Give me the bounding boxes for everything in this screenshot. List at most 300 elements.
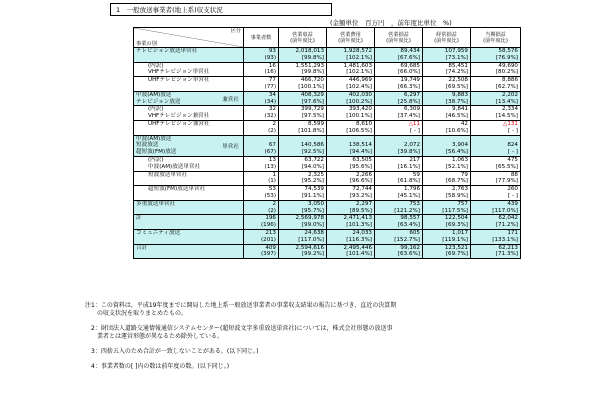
value-cell (279, 135, 327, 156)
value-cell (327, 156, 375, 171)
cell-ratio: [95.7%] (301, 207, 324, 214)
value-cell (375, 62, 423, 77)
cell-value: 1,796 (403, 186, 420, 193)
cell-value: 753 (409, 200, 420, 207)
cell-ratio: [76.9%] (495, 54, 518, 61)
value-cell (327, 200, 375, 215)
cell-value: 13 (268, 156, 276, 163)
row-label (134, 106, 244, 121)
col-header-text: 事業者数 (250, 34, 272, 41)
value-cell (423, 106, 471, 121)
value-cell (471, 200, 521, 215)
row-label-text: 合計 (136, 244, 148, 251)
table-row (134, 244, 521, 259)
cell-value: 89,434 (400, 48, 420, 54)
cell-ratio: [63.6%] (397, 251, 420, 258)
value-cell (423, 77, 471, 92)
cell-value: 85,451 (448, 62, 468, 69)
value-cell (423, 244, 471, 259)
value-cell (375, 91, 423, 106)
cell-value: 67 (268, 142, 276, 149)
cell-ratio: [94.4%] (349, 149, 372, 156)
cell-value: 62,213 (498, 244, 518, 251)
value-cell (423, 186, 471, 201)
value-cell (423, 156, 471, 171)
row-label-text: 中波(AM)放送 (136, 135, 172, 142)
cell-ratio: [38.7%] (445, 98, 468, 105)
cell-value: 22,508 (448, 77, 468, 84)
cell-value: 3,904 (451, 142, 468, 149)
cell-ratio: [119.1%] (442, 236, 468, 243)
col-header-text: (前年度比) (483, 37, 508, 44)
row-label-text: 短波放送単営社 (148, 171, 188, 178)
value-cell (279, 171, 327, 186)
cell-value: 1,481,603 (343, 62, 372, 69)
cell-value: 2,594,616 (295, 244, 324, 251)
cell-ratio: (16) (264, 69, 276, 76)
row-side-label: 兼営社 (222, 97, 239, 104)
cell-ratio: [101.4%] (346, 251, 372, 258)
cell-ratio: [56.4%] (445, 149, 468, 156)
cell-value: 171 (507, 229, 518, 236)
cell-ratio: [25.8%] (397, 98, 420, 105)
cell-value: 260 (507, 186, 518, 193)
cell-ratio: [66.3%] (397, 83, 420, 90)
cell-value: 439 (507, 200, 518, 207)
cell-ratio: [91.1%] (301, 192, 324, 199)
cell-ratio: [ - ] (508, 192, 518, 199)
cell-ratio: [152.7%] (394, 236, 420, 243)
row-label-text: VHFテレビジョン兼営社 (148, 113, 210, 120)
row-label-text: テレビジョン放送 (136, 98, 181, 105)
row-label-text: UHFテレビジョン兼営社 (148, 120, 210, 127)
value-cell (375, 200, 423, 215)
footnote-text: 3：四捨五入のため合計が一致しないことがある。(以下同じ。) (85, 348, 259, 355)
value-cell (375, 171, 423, 186)
corner-header-cell (134, 28, 244, 48)
row-label (134, 186, 244, 201)
table-row (134, 156, 521, 171)
row-label (134, 215, 244, 230)
cell-value: 99,162 (400, 244, 420, 251)
value-cell (244, 156, 279, 171)
value-cell (244, 186, 279, 201)
cell-value: 1,928,572 (343, 48, 372, 54)
cell-value: △11 (408, 120, 420, 127)
row-label (134, 171, 244, 186)
cell-ratio: [99.8%] (301, 54, 324, 61)
value-cell (471, 156, 521, 171)
cell-value: 2,202 (501, 91, 518, 98)
col-header-net (471, 28, 521, 48)
value-cell (279, 229, 327, 244)
cell-value: 8,599 (307, 120, 324, 127)
value-cell (244, 106, 279, 121)
cell-value: 53 (268, 186, 276, 193)
cell-value: 122,504 (444, 215, 468, 222)
row-label (134, 156, 244, 171)
value-cell (423, 171, 471, 186)
cell-ratio: [74.2%] (445, 69, 468, 76)
cell-value: △131 (503, 120, 518, 127)
unit-note: (金額単位 百万円 ，前年度比単位 %) (330, 19, 452, 27)
value-cell (279, 48, 327, 63)
cell-ratio: [94.0%] (301, 163, 324, 170)
value-cell (471, 229, 521, 244)
value-cell (244, 62, 279, 77)
cell-ratio: [100.2%] (346, 98, 372, 105)
cell-value: 2 (272, 200, 276, 207)
row-label-text: 超短波(FM)放送 (136, 149, 177, 156)
cell-value: 77 (268, 77, 276, 84)
cell-value: 88 (510, 171, 518, 178)
value-cell (244, 215, 279, 230)
value-cell (471, 215, 521, 230)
cell-ratio: (196) (260, 222, 276, 229)
cell-value: 217 (409, 156, 420, 163)
value-cell (279, 106, 327, 121)
value-cell (471, 186, 521, 201)
row-label-text: コミュニティ放送 (136, 229, 181, 236)
cell-value: 24,033 (352, 229, 372, 236)
cell-ratio: [97.5%] (301, 113, 324, 120)
cell-ratio: [52.1%] (445, 163, 468, 170)
cell-ratio: (77) (264, 83, 276, 90)
value-cell (327, 120, 375, 135)
cell-ratio: [100.1%] (298, 83, 324, 90)
cell-ratio: [117.0%] (298, 236, 324, 243)
cell-ratio: [10.6%] (445, 127, 468, 134)
cell-ratio: (32) (264, 113, 276, 120)
value-cell (471, 48, 521, 63)
cell-value: 138,514 (348, 142, 372, 149)
cell-value: 24,638 (304, 229, 324, 236)
table-row (134, 200, 521, 215)
value-cell (244, 171, 279, 186)
value-cell (375, 229, 423, 244)
cell-ratio: [37.4%] (397, 113, 420, 120)
cell-ratio: [116.3%] (346, 236, 372, 243)
value-cell (327, 186, 375, 201)
cell-ratio: [117.0%] (492, 207, 518, 214)
cell-ratio: [ - ] (508, 127, 518, 134)
cell-value: 466,720 (300, 77, 324, 84)
cell-ratio: [89.5%] (349, 207, 372, 214)
cell-value: 196 (265, 215, 276, 222)
cell-value: 107,959 (444, 48, 468, 54)
cell-value: 1 (272, 171, 276, 178)
value-cell (375, 48, 423, 63)
col-header-ordinary (423, 28, 471, 48)
cell-ratio: [102.1%] (346, 69, 372, 76)
value-cell (327, 171, 375, 186)
value-cell (244, 120, 279, 135)
cell-ratio: [58.9%] (445, 192, 468, 199)
cell-value: 2,763 (451, 186, 468, 193)
value-cell (327, 77, 375, 92)
cell-value: 9,883 (451, 91, 468, 98)
cell-value: 34 (268, 91, 276, 98)
cell-ratio: [95.2%] (301, 178, 324, 185)
value-cell (375, 186, 423, 201)
value-cell (423, 215, 471, 230)
income-expense-table (133, 27, 521, 259)
value-cell (244, 91, 279, 106)
value-cell (244, 200, 279, 215)
cell-value: 824 (507, 142, 518, 149)
cell-value: 8,886 (501, 77, 518, 84)
cell-ratio: (13) (264, 163, 276, 170)
cell-value: 605 (409, 229, 420, 236)
cell-value: 19,749 (400, 77, 420, 84)
value-cell (375, 135, 423, 156)
cell-ratio: [133.1%] (492, 236, 518, 243)
cell-ratio: [96.6%] (349, 178, 372, 185)
cell-value: 402,030 (348, 91, 372, 98)
cell-ratio: [63.4%] (397, 222, 420, 229)
col-header-text: 営業費用 (340, 31, 361, 38)
cell-ratio: [46.5%] (445, 113, 468, 120)
cell-ratio: [100.1%] (346, 113, 372, 120)
table-row (134, 135, 521, 156)
col-header-text: 経常損益 (436, 31, 457, 38)
cell-ratio: [97.6%] (301, 98, 324, 105)
value-cell (327, 48, 375, 63)
cell-value: 409 (265, 244, 276, 251)
cell-value: 6,309 (403, 106, 420, 113)
row-label-text: VHFテレビジョン単営社 (148, 69, 210, 76)
cell-ratio: [99.0%] (301, 222, 324, 229)
cell-ratio: [13.4%] (495, 98, 518, 105)
value-cell (471, 62, 521, 77)
cell-value: 74,539 (304, 186, 324, 193)
col-header-text: (前年度比) (338, 37, 363, 44)
cell-ratio: [61.8%] (397, 178, 420, 185)
cell-ratio: [77.9%] (495, 178, 518, 185)
cell-ratio: [92.5%] (301, 149, 324, 156)
cell-value: 69,685 (400, 62, 420, 69)
cell-value: 59 (412, 171, 420, 178)
cell-ratio: [73.1%] (445, 54, 468, 61)
table-row (134, 77, 521, 92)
cell-value: 2,569,978 (295, 215, 324, 222)
footnote-text: 業者とは運営形態が異なるため除外している。 (85, 333, 224, 340)
footnote-item (85, 325, 565, 341)
cell-value: 93 (268, 48, 276, 54)
value-cell (423, 229, 471, 244)
cell-value: 399,729 (300, 106, 324, 113)
value-cell (279, 200, 327, 215)
footnote-text: の収支状況を取りまとめたもの。 (85, 310, 187, 317)
cell-value: 1,017 (451, 229, 468, 236)
cell-value: 2 (272, 120, 276, 127)
row-label (134, 62, 244, 77)
value-cell (327, 135, 375, 156)
cell-ratio: [62.7%] (495, 83, 518, 90)
cell-ratio: [71.3%] (495, 251, 518, 258)
row-label-text: 計 (136, 215, 142, 222)
cell-ratio: [67.6%] (397, 54, 420, 61)
corner-label-category: 区分 (230, 28, 241, 34)
value-cell (244, 77, 279, 92)
value-cell (423, 91, 471, 106)
cell-ratio: [14.5%] (495, 113, 518, 120)
value-cell (471, 77, 521, 92)
value-cell (327, 215, 375, 230)
col-header-operating (375, 28, 423, 48)
value-cell (423, 62, 471, 77)
cell-ratio: [95.6%] (349, 163, 372, 170)
cell-ratio: [101.3%] (346, 222, 372, 229)
value-cell (327, 62, 375, 77)
cell-ratio: (67) (264, 149, 276, 156)
value-cell (375, 77, 423, 92)
cell-value: 32 (268, 106, 276, 113)
cell-value: 9,841 (451, 106, 468, 113)
cell-value: 42 (460, 120, 468, 127)
value-cell (375, 215, 423, 230)
value-cell (244, 229, 279, 244)
cell-value: 63,505 (352, 156, 372, 163)
cell-value: 98,557 (400, 215, 420, 222)
cell-value: 6,297 (403, 91, 420, 98)
row-label (134, 120, 244, 135)
value-cell (279, 244, 327, 259)
value-cell (279, 186, 327, 201)
cell-ratio: [93.2%] (349, 192, 372, 199)
value-cell (279, 215, 327, 230)
cell-value: 72,744 (352, 186, 372, 193)
value-cell (327, 106, 375, 121)
table-header-row (134, 28, 521, 48)
row-label-text: 超短波(FM)放送単営社 (148, 186, 206, 193)
row-label-text: (内訳) (148, 156, 164, 163)
cell-ratio: [ - ] (410, 127, 420, 134)
row-label-text: (内訳) (148, 62, 164, 69)
col-header-count (244, 28, 279, 48)
value-cell (375, 244, 423, 259)
value-cell (375, 106, 423, 121)
row-label (134, 229, 244, 244)
cell-ratio: [102.1%] (346, 54, 372, 61)
table-row (134, 91, 521, 106)
cell-value: 2,334 (501, 106, 518, 113)
row-label-text: テレビジョン放送単営社 (136, 48, 198, 54)
cell-value: 2,266 (355, 171, 372, 178)
cell-value: 79 (460, 171, 468, 178)
cell-value: 3,050 (307, 200, 324, 207)
value-cell (423, 200, 471, 215)
row-label-text: UHFテレビジョン単営社 (148, 77, 210, 84)
cell-ratio: (201) (260, 236, 276, 243)
value-cell (279, 120, 327, 135)
cell-ratio: (1) (268, 178, 276, 185)
value-cell (327, 229, 375, 244)
cell-value: 2,018,013 (295, 48, 324, 54)
value-cell (375, 156, 423, 171)
table-row (134, 171, 521, 186)
value-cell (471, 91, 521, 106)
footnotes (85, 302, 565, 378)
row-label-text: 中波(AM)放送単営社 (148, 163, 201, 170)
col-header-text: (前年度比) (434, 37, 459, 44)
col-header-text: 営業収益 (292, 31, 313, 38)
cell-ratio: [121.2%] (394, 207, 420, 214)
cell-ratio: (2) (268, 127, 276, 134)
cell-ratio: [45.1%] (397, 192, 420, 199)
cell-value: 213 (265, 229, 276, 236)
cell-value: 49,690 (498, 62, 518, 69)
cell-ratio: [65.5%] (495, 163, 518, 170)
cell-ratio: (53) (264, 192, 276, 199)
footnote-text: 注1：この資料は，平成19年度までに開局した地上系一般放送事業者の事業収支結果の報告に基づき，直近の決算期 (85, 302, 397, 309)
row-label (134, 77, 244, 92)
col-header-text: (前年度比) (386, 37, 411, 44)
col-header-text: 当期損益 (485, 31, 506, 38)
row-label (134, 200, 244, 215)
cell-value: 1,551,293 (295, 62, 324, 69)
cell-ratio: [99.8%] (301, 69, 324, 76)
cell-ratio: [99.2%] (301, 251, 324, 258)
col-header-text: (前年度比) (290, 37, 315, 44)
row-label-text: 多重放送単営社 (136, 200, 176, 207)
footnote-item (85, 363, 565, 371)
cell-value: 475 (507, 156, 518, 163)
cell-ratio: [16.1%] (397, 163, 420, 170)
cell-value: 63,722 (304, 156, 324, 163)
cell-value: 2,471,413 (343, 215, 372, 222)
value-cell (244, 135, 279, 156)
cell-ratio: (93) (264, 54, 276, 61)
value-cell (279, 156, 327, 171)
footnote-item (85, 348, 565, 356)
footnote-text: 2：財団法人道路交通情報通信システムセンター(超短波文字多重放送単営社)については，株式会社形態の放送事 (85, 325, 393, 332)
cell-value: 62,042 (498, 215, 518, 222)
cell-ratio: [80.2%] (495, 69, 518, 76)
cell-value: 408,329 (300, 91, 324, 98)
cell-ratio: [69.5%] (445, 83, 468, 90)
value-cell (423, 135, 471, 156)
value-cell (279, 77, 327, 92)
table-row (134, 229, 521, 244)
row-side-label: 単営社 (222, 143, 239, 150)
row-label (134, 91, 244, 106)
cell-value: 16 (268, 62, 276, 69)
cell-value: 2,325 (307, 171, 324, 178)
cell-value: 757 (457, 200, 468, 207)
value-cell (375, 120, 423, 135)
value-cell (471, 106, 521, 121)
cell-ratio: [ - ] (508, 149, 518, 156)
value-cell (327, 244, 375, 259)
cell-value: 2,072 (403, 142, 420, 149)
value-cell (471, 244, 521, 259)
row-label (134, 48, 244, 63)
value-cell (327, 91, 375, 106)
cell-ratio: [39.8%] (397, 149, 420, 156)
row-label-text: 短波放送 (136, 142, 159, 149)
cell-ratio: [66.0%] (397, 69, 420, 76)
value-cell (423, 120, 471, 135)
cell-ratio: (2) (268, 207, 276, 214)
cell-value: 393,420 (348, 106, 372, 113)
value-cell (279, 62, 327, 77)
cell-value: 123,521 (444, 244, 468, 251)
cell-ratio: [69.7%] (445, 251, 468, 258)
cell-ratio: (397) (260, 251, 276, 258)
table-row (134, 215, 521, 230)
table-row (134, 62, 521, 77)
